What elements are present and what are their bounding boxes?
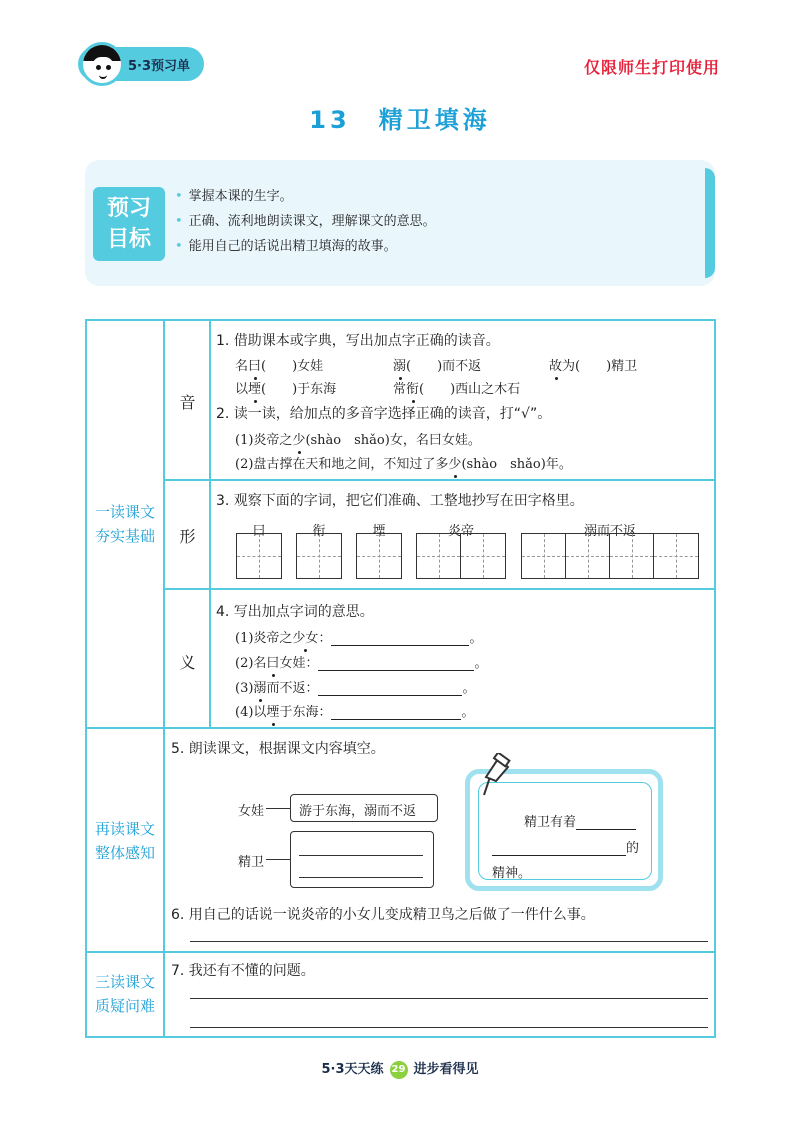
answer-blank[interactable] xyxy=(299,877,423,878)
question-1-prompt: 1. 借助课本或字典，写出加点字正确的读音。 xyxy=(216,333,500,349)
question-5-prompt: 5. 朗读课文，根据课文内容填空。 xyxy=(171,741,385,757)
q4-item: (2)名曰女娃： 。 xyxy=(235,656,488,671)
tianzige-word-label: 曰 xyxy=(252,524,266,539)
q1-item: 溺( )而不返 xyxy=(393,359,482,374)
diagram-connector xyxy=(266,808,290,809)
lesson-title: 13 精卫填海 xyxy=(309,106,491,134)
diagram-tag-jingwei: 精卫 xyxy=(238,855,265,870)
table-border xyxy=(85,1036,716,1038)
section-second-reading: 再读课文 整体感知 xyxy=(94,820,155,862)
table-border xyxy=(85,319,716,321)
section-first-reading: 一读课文 夯实基础 xyxy=(94,503,155,545)
table-divider xyxy=(163,479,716,481)
page-footer: 5·3天天练 29 进步看得见 xyxy=(321,1062,479,1077)
answer-blank[interactable] xyxy=(492,855,626,856)
tianzige-grid[interactable] xyxy=(296,533,342,579)
tianzige-grid[interactable] xyxy=(356,533,402,579)
diagram-box-text: 游于东海，溺而不返 xyxy=(299,804,417,819)
answer-blank[interactable] xyxy=(299,855,423,856)
tianzige-word-label: 溺而不返 xyxy=(583,524,636,539)
q2-item: (1)炎帝之少(shào shǎo)女，名曰女娃。 xyxy=(235,433,481,448)
question-6-prompt: 6. 用自己的话说一说炎帝的小女儿变成精卫鸟之后做了一件什么事。 xyxy=(171,907,595,923)
answer-blank[interactable] xyxy=(331,719,461,720)
question-7-prompt: 7. 我还有不懂的问题。 xyxy=(171,963,315,979)
q4-item: (3)溺而不返： 。 xyxy=(235,681,476,696)
table-divider xyxy=(163,588,716,590)
series-label: 5·3预习单 xyxy=(128,59,191,74)
answer-blank[interactable] xyxy=(331,645,469,646)
goals-list xyxy=(175,184,436,259)
goals-badge: 预习 目标 xyxy=(93,187,165,261)
tianzige-grid[interactable] xyxy=(521,533,699,579)
question-4-prompt: 4. 写出加点字词的意思。 xyxy=(216,604,374,620)
q1-item: 常衔( )西山之木石 xyxy=(393,382,521,397)
pushpin-icon xyxy=(476,753,516,799)
tianzige-word-label: 炎帝 xyxy=(447,524,474,539)
subsection-meaning: 义 xyxy=(179,653,196,672)
print-restriction-notice: 仅限师生打印使用 xyxy=(583,58,720,77)
tianzige-word-label: 堙 xyxy=(372,524,386,539)
diagram-tag-nuwa: 女娃 xyxy=(238,804,265,819)
q1-item: 故为( )精卫 xyxy=(549,359,638,374)
answer-blank[interactable] xyxy=(318,695,462,696)
answer-line[interactable] xyxy=(190,941,708,942)
mascot-avatar-icon xyxy=(80,42,124,86)
answer-line[interactable] xyxy=(190,998,708,999)
note-card-line-2: 的 xyxy=(492,837,639,856)
answer-blank[interactable] xyxy=(576,829,636,830)
q4-item: (4)以堙于东海： 。 xyxy=(235,705,475,720)
question-2-prompt: 2. 读一读，给加点的多音字选择正确的读音，打“√”。 xyxy=(216,406,552,422)
section-third-reading: 三读课文 质疑问难 xyxy=(94,973,155,1015)
table-border xyxy=(714,319,716,1038)
diagram-connector xyxy=(266,859,290,860)
note-card-line-3: 精神。 xyxy=(492,866,532,881)
note-card-line-1: 精卫有着 xyxy=(524,811,636,830)
diagram-box-jingwei xyxy=(290,831,434,888)
q2-item: (2)盘古撑在天和地之间，不知过了多少(shào shǎo)年。 xyxy=(235,457,572,472)
question-3-prompt: 3. 观察下面的字词，把它们准确、工整地抄写在田字格里。 xyxy=(216,493,584,509)
table-divider xyxy=(85,951,716,953)
page-number-badge: 29 xyxy=(390,1061,408,1079)
q1-item: 名曰( )女娃 xyxy=(235,359,324,374)
q1-item: 以堙( )于东海 xyxy=(235,382,337,397)
table-divider xyxy=(163,319,165,1038)
table-border xyxy=(85,319,87,1038)
goal-item: • 能用自己的话说出精卫填海的故事。 xyxy=(175,234,436,259)
table-divider xyxy=(85,727,716,729)
subsection-shape: 形 xyxy=(179,527,196,546)
tianzige-grid[interactable] xyxy=(416,533,506,579)
q4-item: (1)炎帝之少女： 。 xyxy=(235,631,483,646)
goal-item: • 掌握本课的生字。 xyxy=(175,184,436,209)
goal-item: • 正确、流利地朗读课文，理解课文的意思。 xyxy=(175,209,436,234)
answer-line[interactable] xyxy=(190,1027,708,1028)
tianzige-grid[interactable] xyxy=(236,533,282,579)
subsection-sound: 音 xyxy=(179,393,196,412)
tianzige-word-label: 衔 xyxy=(312,524,326,539)
answer-blank[interactable] xyxy=(318,670,474,671)
